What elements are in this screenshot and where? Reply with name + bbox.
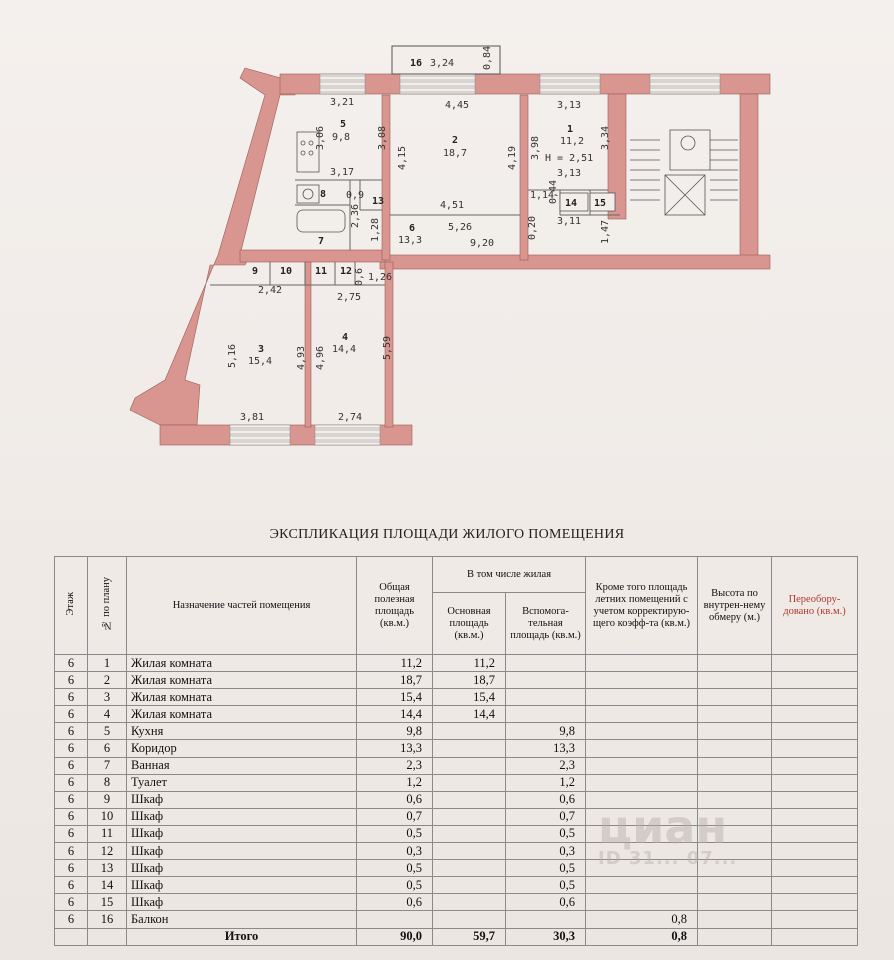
cell-name: Шкаф: [127, 791, 357, 808]
header-purpose: Назначение частей помещения: [127, 557, 357, 655]
cell-no: 10: [88, 808, 127, 825]
cell-summer: [586, 825, 698, 842]
cell-total: [357, 911, 433, 928]
cell-empty: [88, 928, 127, 945]
cell-name: Шкаф: [127, 894, 357, 911]
header-aux: Вспомога-тельная площадь (кв.м.): [506, 593, 586, 655]
cell-empty: [772, 860, 858, 877]
cell-no: 2: [88, 672, 127, 689]
cell-name: Шкаф: [127, 843, 357, 860]
cell-name: Коридор: [127, 740, 357, 757]
table-row: [55, 655, 858, 672]
cell-empty: [772, 655, 858, 672]
cell-main: [433, 740, 506, 757]
cell-empty: [772, 740, 858, 757]
cell-total: 0,5: [357, 860, 433, 877]
cell-empty: [772, 911, 858, 928]
cell-aux: 1,2: [506, 774, 586, 791]
cell-aux: 0,5: [506, 825, 586, 842]
fixtures: [297, 130, 738, 232]
table-body: [55, 655, 858, 946]
room-9-num: 9: [252, 266, 259, 277]
cell-empty: [698, 689, 772, 706]
cell-summer: [586, 723, 698, 740]
dim: 3,08: [377, 125, 388, 150]
cell-empty: [698, 774, 772, 791]
room-2-num: 2: [452, 135, 459, 146]
cell-empty: [698, 877, 772, 894]
room-labels: [248, 58, 606, 367]
floor-plan: [0, 0, 894, 470]
cell-empty: [698, 672, 772, 689]
cell-total: 0,3: [357, 843, 433, 860]
cell-floor: 6: [55, 843, 88, 860]
cell-aux: [506, 672, 586, 689]
cell-no: 3: [88, 689, 127, 706]
dim: 2,74: [338, 412, 363, 423]
cell-total: 9,8: [357, 723, 433, 740]
cell-empty: [772, 843, 858, 860]
cell-no: 15: [88, 894, 127, 911]
header-plan-no: № по плану: [88, 557, 127, 655]
dim: 4,93: [296, 345, 307, 370]
cell-name: Ванная: [127, 757, 357, 774]
table-row: [55, 689, 858, 706]
cell-floor: 6: [55, 706, 88, 723]
table-row: [55, 723, 858, 740]
total-label: Итого: [127, 928, 357, 945]
cell-empty: [772, 894, 858, 911]
cell-summer: 0,8: [586, 911, 698, 928]
room-14-num: 14: [565, 198, 578, 209]
cell-aux: 0,5: [506, 860, 586, 877]
explication-title: ЭКСПЛИКАЦИЯ ПЛОЩАДИ ЖИЛОГО ПОМЕЩЕНИЯ: [269, 527, 625, 542]
table-row: [55, 757, 858, 774]
cell-empty: [698, 740, 772, 757]
dim: 4,45: [445, 100, 470, 111]
cell-no: 14: [88, 877, 127, 894]
cell-floor: 6: [55, 723, 88, 740]
table-row: [55, 860, 858, 877]
room-1-num: 1: [567, 124, 574, 135]
cell-main: 18,7: [433, 672, 506, 689]
cell-empty: [772, 774, 858, 791]
cell-total: 1,2: [357, 774, 433, 791]
cell-name: Кухня: [127, 723, 357, 740]
cell-total: 0,5: [357, 877, 433, 894]
cell-empty: [772, 672, 858, 689]
cell-empty: [772, 791, 858, 808]
cell-no: 13: [88, 860, 127, 877]
cell-main: [433, 877, 506, 894]
room-11-num: 11: [315, 266, 328, 277]
cell-name: Туалет: [127, 774, 357, 791]
room-4-area: 14,4: [332, 344, 357, 355]
dim: 2,75: [337, 292, 362, 303]
cell-empty: [772, 689, 858, 706]
room-3-num: 3: [258, 344, 265, 355]
cell-name: Шкаф: [127, 808, 357, 825]
dim: 9,20: [470, 238, 495, 249]
header-reequip: Переобору-довано (кв.м.): [772, 557, 858, 655]
cell-floor: 6: [55, 894, 88, 911]
dim: 3,98: [530, 135, 541, 160]
cell-floor: 6: [55, 860, 88, 877]
cell-no: 7: [88, 757, 127, 774]
cell-no: 6: [88, 740, 127, 757]
dim: 3,11: [557, 216, 582, 227]
room-8-num: 8: [320, 189, 327, 200]
cell-aux: [506, 706, 586, 723]
cell-aux: 0,6: [506, 791, 586, 808]
cell-total: 0,5: [357, 825, 433, 842]
dim: 1,47: [600, 219, 611, 244]
cell-name: Жилая комната: [127, 655, 357, 672]
header-total: Общая полезная площадь (кв.м.): [357, 557, 433, 655]
cell-main: [433, 825, 506, 842]
cell-name: Шкаф: [127, 825, 357, 842]
dim: 3,17: [330, 167, 355, 178]
cell-total: 15,4: [357, 689, 433, 706]
cell-total: 0,6: [357, 894, 433, 911]
cell-main: [433, 774, 506, 791]
cell-no: 9: [88, 791, 127, 808]
cell-aux: [506, 655, 586, 672]
cell-aux: 13,3: [506, 740, 586, 757]
cell-name: Шкаф: [127, 860, 357, 877]
cell-no: 1: [88, 655, 127, 672]
cell-floor: 6: [55, 808, 88, 825]
cell-empty: [698, 808, 772, 825]
total-total: 90,0: [357, 928, 433, 945]
cell-floor: 6: [55, 740, 88, 757]
watermark-brand: циан: [598, 800, 728, 854]
cell-summer: [586, 860, 698, 877]
room-3-area: 15,4: [248, 356, 273, 367]
table-row: [55, 774, 858, 791]
table-row: [55, 843, 858, 860]
dim: 4,96: [315, 345, 326, 370]
dim: 3,24: [430, 58, 455, 69]
cell-total: 11,2: [357, 655, 433, 672]
cell-summer: [586, 740, 698, 757]
cell-total: 13,3: [357, 740, 433, 757]
cell-main: [433, 757, 506, 774]
cell-empty: [772, 706, 858, 723]
dim: 3,13: [557, 168, 582, 179]
table-row: [55, 894, 858, 911]
cell-aux: 0,7: [506, 808, 586, 825]
cell-summer: [586, 672, 698, 689]
cell-no: 5: [88, 723, 127, 740]
dim: 0,84: [482, 45, 493, 70]
cell-summer: [586, 689, 698, 706]
dim: 5,16: [227, 343, 238, 368]
header-summer: Кроме того площадь летних помещений с учетом корректирую-щего коэфф-та (кв.м.): [586, 557, 698, 655]
cell-empty: [772, 928, 858, 945]
cell-main: [433, 723, 506, 740]
table-row: [55, 877, 858, 894]
cell-no: 12: [88, 843, 127, 860]
dim: 4,19: [507, 145, 518, 170]
room-12-num: 12: [340, 266, 353, 277]
cell-no: 8: [88, 774, 127, 791]
cell-no: 11: [88, 825, 127, 842]
table-row: [55, 911, 858, 928]
cell-empty: [698, 791, 772, 808]
cell-empty: [698, 706, 772, 723]
cell-aux: 2,3: [506, 757, 586, 774]
cell-floor: 6: [55, 689, 88, 706]
total-summer: 0,8: [586, 928, 698, 945]
cell-main: [433, 860, 506, 877]
dim: 3,21: [330, 97, 355, 108]
dim: 2,42: [258, 285, 283, 296]
cell-total: 0,6: [357, 791, 433, 808]
cell-aux: 0,5: [506, 877, 586, 894]
room-6-area: 13,3: [398, 235, 423, 246]
cell-empty: [698, 894, 772, 911]
header-incl: В том числе жилая: [433, 557, 586, 593]
cell-no: 16: [88, 911, 127, 928]
cell-empty: [772, 757, 858, 774]
cell-summer: [586, 843, 698, 860]
table-row: [55, 791, 858, 808]
room-6-num: 6: [409, 223, 416, 234]
dim: 0,44: [548, 179, 559, 204]
cell-aux: [506, 911, 586, 928]
table-row: [55, 825, 858, 842]
cell-aux: 9,8: [506, 723, 586, 740]
cell-main: [433, 894, 506, 911]
room-1-area: 11,2: [560, 136, 585, 147]
cell-summer: [586, 808, 698, 825]
cell-summer: [586, 791, 698, 808]
cell-summer: [586, 774, 698, 791]
cell-total: 2,3: [357, 757, 433, 774]
dim: 1,14: [530, 190, 555, 201]
room-15-num: 15: [594, 198, 607, 209]
cell-empty: [55, 928, 88, 945]
dim: 0,20: [527, 215, 538, 240]
dim: 3,81: [240, 412, 265, 423]
dim: 0,6: [354, 267, 365, 286]
cell-empty: [772, 825, 858, 842]
explication-table: [54, 556, 858, 946]
cell-empty: [698, 860, 772, 877]
room-2-area: 18,7: [443, 148, 468, 159]
header-main: Основная площадь (кв.м.): [433, 593, 506, 655]
cell-floor: 6: [55, 774, 88, 791]
cell-empty: [698, 655, 772, 672]
dim: 3,34: [600, 125, 611, 150]
cell-main: 15,4: [433, 689, 506, 706]
height-note: H = 2,51: [545, 153, 594, 164]
table-row: [55, 672, 858, 689]
cell-name: Жилая комната: [127, 672, 357, 689]
cell-main: [433, 843, 506, 860]
cell-aux: [506, 689, 586, 706]
cell-main: [433, 791, 506, 808]
room-4-num: 4: [342, 332, 349, 343]
cell-main: [433, 911, 506, 928]
cell-total: 18,7: [357, 672, 433, 689]
cell-empty: [698, 843, 772, 860]
cell-main: 14,4: [433, 706, 506, 723]
cell-empty: [698, 825, 772, 842]
dim: 2,36: [350, 203, 361, 228]
cell-main: [433, 808, 506, 825]
dim: 4,51: [440, 200, 465, 211]
dim: 4,15: [397, 145, 408, 170]
room-7-num: 7: [318, 236, 325, 247]
table-row: [55, 740, 858, 757]
room-10-num: 10: [280, 266, 293, 277]
cell-summer: [586, 894, 698, 911]
dim: 5,59: [382, 335, 393, 360]
cell-summer: [586, 655, 698, 672]
cell-aux: 0,6: [506, 894, 586, 911]
cell-floor: 6: [55, 825, 88, 842]
cell-empty: [698, 911, 772, 928]
cell-floor: 6: [55, 911, 88, 928]
cell-floor: 6: [55, 655, 88, 672]
cell-summer: [586, 706, 698, 723]
cell-aux: 0,3: [506, 843, 586, 860]
cell-summer: [586, 877, 698, 894]
cell-empty: [698, 757, 772, 774]
cell-empty: [772, 877, 858, 894]
dim: 3,06: [315, 125, 326, 150]
cell-empty: [698, 723, 772, 740]
table-row: [55, 706, 858, 723]
cell-name: Жилая комната: [127, 706, 357, 723]
header-floor: Этаж: [55, 557, 88, 655]
dim: 1,26: [368, 272, 393, 283]
cell-summer: [586, 757, 698, 774]
room-16-num: 16: [410, 58, 423, 69]
cell-name: Жилая комната: [127, 689, 357, 706]
watermark-id: ID 31... 07...: [598, 848, 738, 869]
cell-floor: 6: [55, 877, 88, 894]
cell-empty: [698, 928, 772, 945]
cell-empty: [772, 808, 858, 825]
walls: [130, 68, 770, 445]
cell-floor: 6: [55, 791, 88, 808]
room-5-area: 9,8: [332, 132, 351, 143]
cell-name: Балкон: [127, 911, 357, 928]
room-5-num: 5: [340, 119, 347, 130]
cell-total: 14,4: [357, 706, 433, 723]
cell-no: 4: [88, 706, 127, 723]
cell-floor: 6: [55, 757, 88, 774]
total-aux: 30,3: [506, 928, 586, 945]
dim: 5,26: [448, 222, 473, 233]
cell-empty: [772, 723, 858, 740]
dim: 3,13: [557, 100, 582, 111]
dim: 1,28: [370, 217, 381, 242]
cell-main: 11,2: [433, 655, 506, 672]
cell-floor: 6: [55, 672, 88, 689]
table-row: [55, 808, 858, 825]
totals-row: [55, 928, 858, 945]
total-main: 59,7: [433, 928, 506, 945]
cell-name: Шкаф: [127, 877, 357, 894]
room-13-num: 13: [372, 196, 385, 207]
header-height: Высота по внутрен-нему обмеру (м.): [698, 557, 772, 655]
cell-total: 0,7: [357, 808, 433, 825]
dim: 0,9: [346, 190, 365, 201]
